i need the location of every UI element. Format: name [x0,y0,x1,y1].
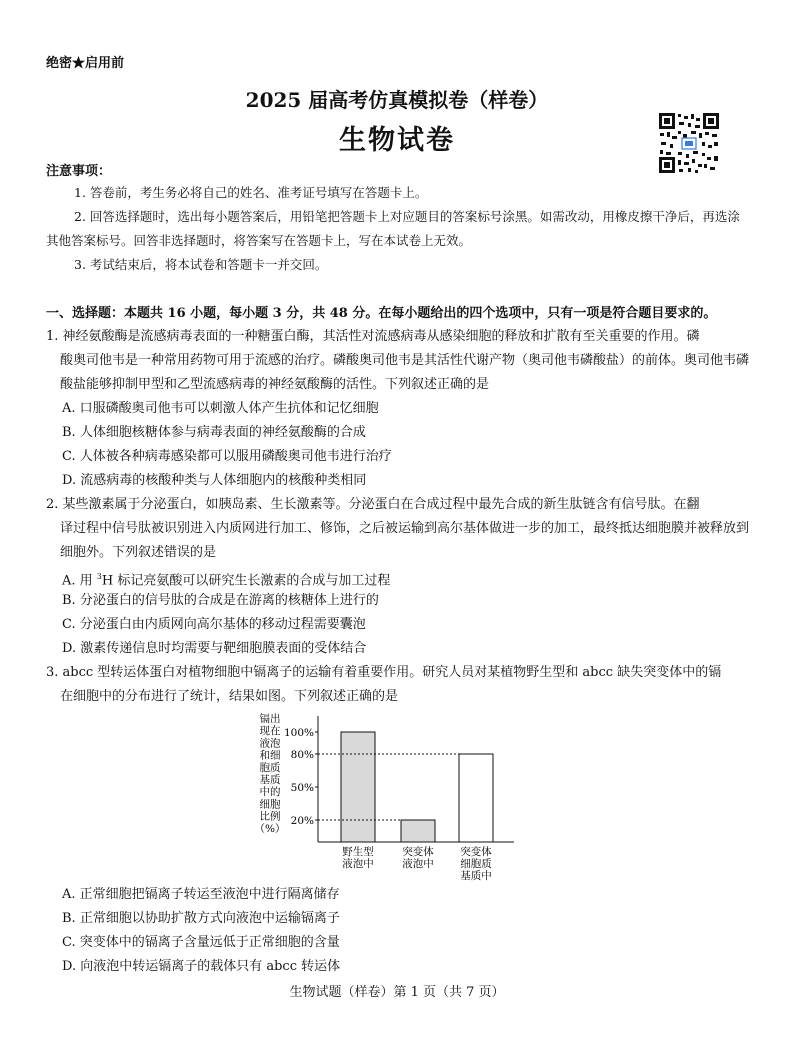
x-category-label: 突变体 [460,846,492,858]
question-2-option-d: D. 激素传递信息时均需要与靶细胞膜表面的受体结合 [62,641,367,656]
y-tick-label: 80% [290,749,314,761]
question-3-option-c: C. 突变体中的镉离子含量远低于正常细胞的含量 [62,935,340,950]
y-tick-label: 100% [283,727,314,739]
y-axis-label-line: （%） [254,822,286,835]
notice-item-1: 1. 答卷前，考生务必将自己的姓名、准考证号填写在答题卡上。 [74,185,428,200]
question-3-option-d: D. 向液泡中转运镉离子的载体只有 abcc 转运体 [62,959,341,974]
question-2-stem-first: 2. 某些激素属于分泌蛋白，如胰岛素、生长激素等。分泌蛋白在合成过程中最先合成的新生肽链含有信号肽。在翻 [46,497,700,512]
question-3-stem-first: 3. abcc 型转运体蛋白对植物细胞中镉离子的运输有着重要作用。研究人员对某植物野生型和 abcc 缺失突变体中的镉 [46,665,722,680]
question-3 [46,661,752,709]
y-axis-label-line: 和细 [259,749,281,762]
x-category-label: 突变体 [402,846,434,858]
y-axis-label-line: 中的 [259,786,281,799]
exam-title: 2025 届高考仿真模拟卷（样卷） [245,88,549,112]
y-axis-label-line: 现在 [259,725,281,738]
question-1-option-a: A. 口服磷酸奥司他韦可以刺激人体产生抗体和记忆细胞 [62,401,379,416]
exam-subject: 生物试卷 [339,125,455,156]
question-1-option-b: B. 人体细胞核糖体参与病毒表面的神经氨酸酶的合成 [62,425,366,440]
question-1-option-c: C. 人体被各种病毒感染都可以服用磷酸奥司他韦进行治疗 [62,449,392,464]
x-category-label: 细胞质 [460,858,492,870]
qr-code-icon [658,112,720,174]
notice-item-2: 2. 回答选择题时，选出每小题答案后，用铅笔把答题卡上对应题目的答案标号涂黑。如需改动，用橡皮擦干净后，再选涂其他答案标号。回答非选择题时，将答案写在答题卡上，写在本试卷上无效。 [46,209,740,248]
y-axis-label-line: 液泡 [259,737,281,750]
cadmium-distribution-chart [252,708,522,886]
x-category-label: 液泡中 [402,858,434,870]
y-axis-label-line: 胞质 [259,761,281,774]
x-category-label: 液泡中 [342,858,374,870]
question-3-option-b: B. 正常细胞以协助扩散方式向液泡中运输镉离子 [62,911,340,926]
question-3-option-a: A. 正常细胞把镉离子转运至液泡中进行隔离储存 [62,887,340,902]
y-axis-label-line: 细胞 [259,798,281,811]
page-footer: 生物试题（样卷）第 1 页（共 7 页） [289,985,505,1000]
question-2 [46,493,752,565]
option-a-prefix: A. 用 [62,573,97,589]
x-category-label: 野生型 [342,846,374,858]
question-3-stem-rest: 在细胞中的分布进行了统计，结果如图。下列叙述正确的是 [60,689,399,704]
question-2-option-b: B. 分泌蛋白的信号肽的合成是在游离的核糖体上进行的 [62,593,379,608]
notice-heading: 注意事项： [46,164,112,179]
secret-label: 绝密★启用前 [46,56,125,71]
question-1-stem-first: 1. 神经氨酸酶是流感病毒表面的一种糖蛋白酶，其活性对流感病毒从感染细胞的释放和扩散有至关重要的作用。磷 [46,329,700,344]
question-1-option-d: D. 流感病毒的核酸种类与人体细胞内的核酸种类相同 [62,473,367,488]
notice-item-3: 3. 考试结束后，将本试卷和答题卡一并交回。 [74,257,328,272]
bar-3 [459,754,493,842]
bar-1 [341,732,375,842]
y-axis-label-line: 镉出 [259,713,281,725]
y-axis-label-line: 比例 [259,810,281,823]
y-tick-label: 50% [290,782,314,794]
isotope-superscript: 3 [96,572,102,581]
x-category-label: 基质中 [460,870,492,882]
y-axis-label-line: 基质 [259,774,281,786]
question-1-stem-rest: 酸奥司他韦是一种常用药物可用于流感的治疗。磷酸奥司他韦是其活性代谢产物（奥司他韦磷酸盐）的前体。奥司他韦磷酸盐能够抑制甲型和乙型流感病毒的神经氨酸酶的活性。下列叙述正确的是 [60,353,750,392]
question-2-option-c: C. 分泌蛋白由内质网向高尔基体的移动过程需要囊泡 [62,617,366,632]
y-tick-label: 20% [290,815,314,827]
option-a-text: H 标记亮氨酸可以研究生长激素的合成与加工过程 [101,573,391,589]
section-heading: 一、选择题：本题共 16 小题，每小题 3 分，共 48 分。在每小题给出的四个选项中，只有一项是符合题目要求的。 [46,306,717,321]
question-2-stem-rest: 译过程中信号肽被识别进入内质网进行加工、修饰，之后被运输到高尔基体做进一步的加工，最终抵达细胞膜并被释放到细胞外。下列叙述错误的是 [60,521,750,560]
bar-2 [401,820,435,842]
question-1 [46,325,752,397]
